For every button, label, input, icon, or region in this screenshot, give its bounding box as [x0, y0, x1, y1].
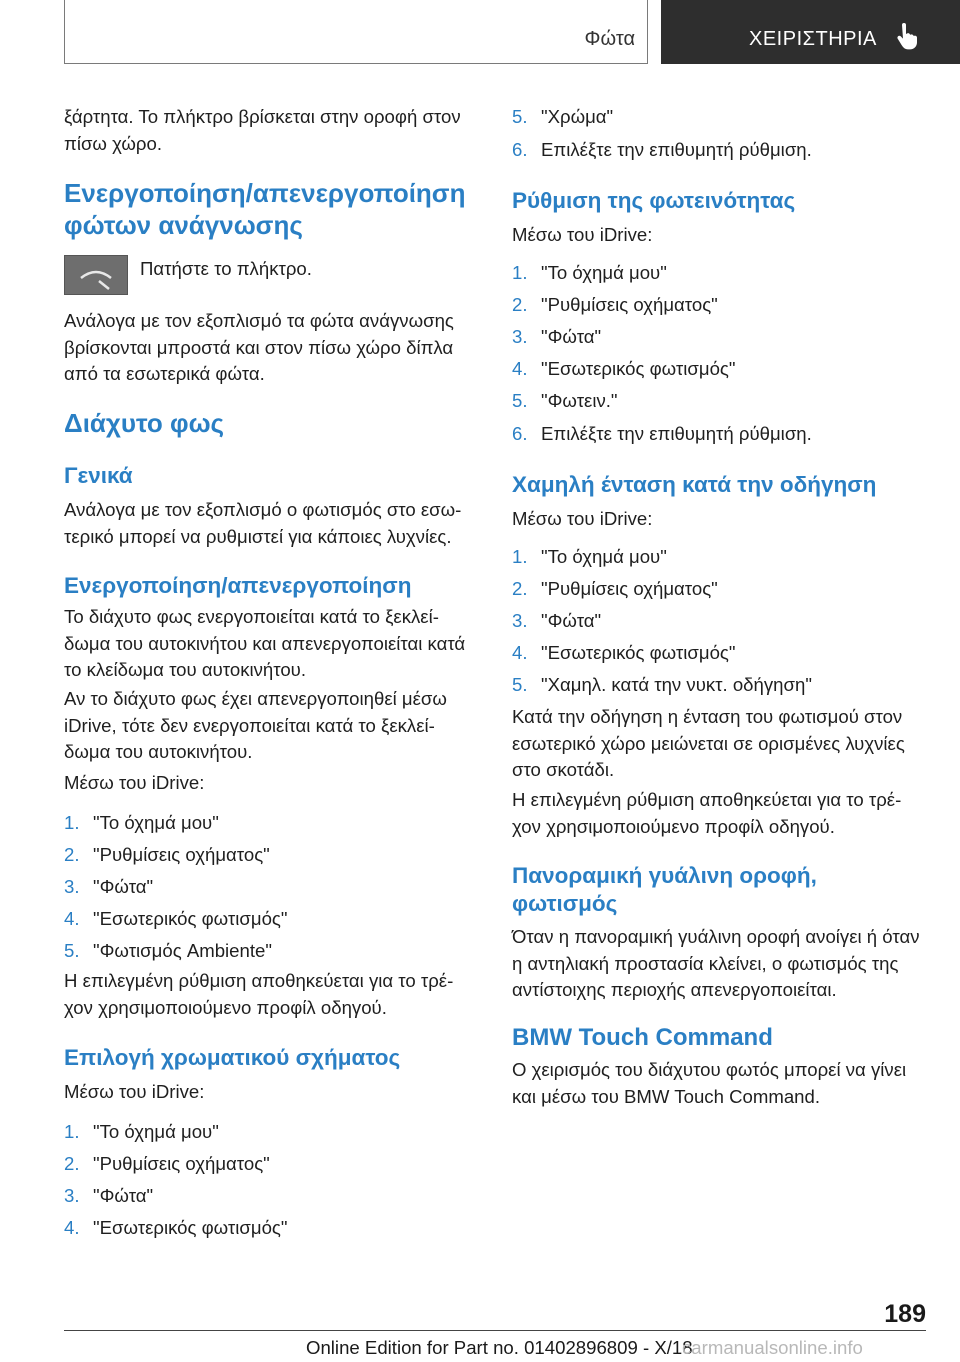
via-idrive-text-2: Μέσω του iDrive: — [64, 1081, 205, 1102]
roof-title-line2: φωτισμός — [512, 891, 618, 916]
saved-profile-text-1: Η επιλεγμένη ρύθμιση αποθηκεύεται για το τρέ-χον χρησιμοποιούμενο προφίλ οδηγού. — [64, 970, 454, 1018]
general-body-text: Ανάλογα με τον εξοπλισμό ο φωτισμός στο εσω-τερικό μπορεί να ρυθμιστεί για κάποιες λυχνίες. — [64, 499, 462, 547]
reading-press-text: Πατήστε το πλήκτρο. — [140, 258, 312, 279]
reading-lights-title-line1: Ενεργοποίηση/απενεργοποίηση — [64, 178, 466, 208]
onoff-body-text-1: Το διάχυτο φως ενεργοποιείται κατά το ξεκλεί-δωμα του αυτοκινήτου και απενεργοποιείται κατά το κλείδωμα του αυτοκινήτου. — [64, 606, 466, 680]
via-idrive-text-4: Μέσω του iDrive: — [512, 508, 653, 529]
low-intensity-title: Χαμηλή ένταση κατά την οδήγηση — [512, 472, 877, 497]
reading-light-button-icon — [64, 255, 128, 295]
header-section-box — [64, 0, 648, 64]
onoff-body-text-2: Αν το διάχυτο φως έχει απενεργοποιηθεί μέσω iDrive, τότε δεν ενεργοποιείται κατά το ξεκλεί-δωμα του αυτοκινήτου. — [64, 688, 447, 762]
page-number: 189 — [884, 1300, 926, 1328]
roof-title-line1: Πανοραμική γυάλινη οροφή, — [512, 863, 817, 888]
onoff-title: Ενεργοποίηση/απενεργοποίηση — [64, 573, 412, 598]
header-chapter-box — [661, 0, 960, 64]
general-title: Γενικά — [64, 463, 133, 488]
ambient-light-title: Διάχυτο φως — [64, 408, 225, 438]
footer-divider — [64, 1330, 926, 1331]
hand-pointer-icon — [893, 22, 923, 52]
intro-text: ξάρτητα. Το πλήκτρο βρίσκεται στην οροφή στον πίσω χώρο. — [64, 106, 461, 154]
low-body-text-2: Η επιλεγμένη ρύθμιση αποθηκεύεται για το τρέ-χον χρησιμοποιούμενο προφίλ οδηγού. — [512, 789, 902, 837]
reading-lights-title-line2: φώτων ανάγνωσης — [64, 210, 303, 240]
brightness-title: Ρύθμιση της φωτεινότητας — [512, 188, 796, 213]
color-scheme-title: Επιλογή χρωματικού σχήματος — [64, 1045, 401, 1070]
watermark-text: carmanualsonline.info — [682, 1337, 863, 1358]
via-idrive-text-3: Μέσω του iDrive: — [512, 224, 653, 245]
edition-text: Online Edition for Part no. 01402896809 - X/18 — [306, 1337, 693, 1358]
touch-command-body-text: Ο χειρισμός του διάχυτου φωτός μπορεί να γίνει και μέσω του BMW Touch Command. — [512, 1059, 907, 1107]
header-section-label: Φώτα — [584, 28, 635, 50]
low-body-text-1: Κατά την οδήγηση η ένταση του φωτισμού στον εσωτερικό χώρο μειώνεται σε ορισμένες λυχνίες στο σκοτάδι. — [512, 706, 905, 780]
reading-body-text: Ανάλογα με τον εξοπλισμό τα φώτα ανάγνωσης βρίσκονται μπροστά και στον πίσω χώρο δίπλα από τα εσωτερικά φώτα. — [64, 310, 454, 384]
via-idrive-text-1: Μέσω του iDrive: — [64, 772, 205, 793]
roof-body-text: Όταν η πανοραμική γυάλινη οροφή ανοίγει ή όταν η αντηλιακή προστασία κλείνει, ο φωτισμός της αντίστοιχης περιοχής απενεργοποιείται. — [512, 926, 920, 1000]
header-chapter-label: ΧΕΙΡΙΣΤΗΡΙΑ — [749, 28, 877, 50]
touch-command-title: BMW Touch Command — [512, 1024, 773, 1051]
